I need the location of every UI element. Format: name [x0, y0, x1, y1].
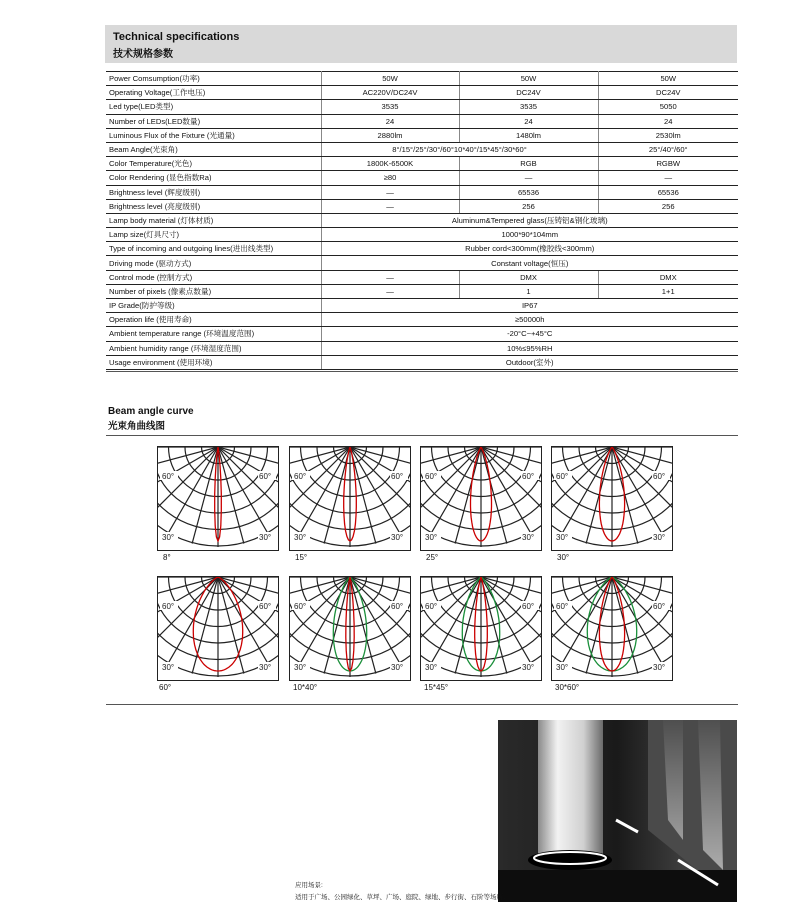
polar-angle-label: 60°: [653, 602, 666, 611]
spec-value: 1: [459, 284, 598, 298]
spec-value: —: [321, 284, 459, 298]
spec-label: Usage environment (使用环境): [106, 355, 321, 369]
polar-angle-label: 30°: [391, 663, 404, 672]
polar-plot: [290, 447, 410, 550]
spec-value: 50W: [321, 72, 459, 86]
spec-label: Ambient humidity range (环境湿度范围): [106, 341, 321, 355]
beam-curve-label: 10*40°: [293, 683, 318, 692]
spec-value: 3535: [459, 100, 598, 114]
spec-row: [106, 114, 738, 128]
spec-value: 256: [598, 199, 738, 213]
spec-value: —: [598, 171, 738, 185]
polar-angle-label: 30°: [294, 663, 307, 672]
spec-title-cn: 技术规格参数: [113, 49, 173, 60]
spec-label: Led type(LED类型): [106, 100, 321, 114]
spec-value: Outdoor(室外): [321, 355, 738, 369]
spec-value: —: [321, 270, 459, 284]
polar-angle-label: 30°: [653, 533, 666, 542]
caption-text: 适用于广场、公园绿化、草坪、广场、庭院、绿地、步行街、石阶等场所。: [295, 894, 510, 901]
spec-row: [106, 284, 738, 298]
bottom-divider: [106, 704, 738, 705]
spec-value: 2530lm: [598, 128, 738, 142]
beam-curve-label: 15*45°: [424, 683, 449, 692]
caption-heading: 应用场景:: [295, 882, 323, 889]
spec-label: Luminous Flux of the Fixture (光通量): [106, 128, 321, 142]
spec-table: [106, 71, 738, 370]
spec-value: 24: [321, 114, 459, 128]
beam-curve-chart: [551, 576, 673, 681]
polar-angle-label: 60°: [653, 472, 666, 481]
spec-value: Constant voltage(恒压): [321, 256, 738, 270]
polar-angle-label: 60°: [294, 602, 307, 611]
polar-angle-label: 30°: [556, 663, 569, 672]
spec-label: Lamp size(灯具尺寸): [106, 228, 321, 242]
spec-label: Operation life (使用寿命): [106, 313, 321, 327]
polar-angle-label: 60°: [556, 602, 569, 611]
spec-title-en: Technical specifications: [113, 31, 240, 43]
polar-angle-label: 30°: [162, 533, 175, 542]
spec-row: [106, 242, 738, 256]
spec-row: [106, 341, 738, 355]
spec-label: Driving mode (驱动方式): [106, 256, 321, 270]
polar-angle-label: 30°: [259, 533, 272, 542]
polar-plot: [290, 577, 410, 680]
spec-row: [106, 213, 738, 227]
beam-curve-label: 15°: [295, 553, 308, 562]
spec-row: [106, 185, 738, 199]
beam-curve-chart: [420, 446, 542, 551]
spec-value: Aluminum&Tempered glass(压铸铝&钢化玻璃): [321, 213, 738, 227]
spec-value: 65536: [598, 185, 738, 199]
spec-value: 1480lm: [459, 128, 598, 142]
polar-plot: [421, 577, 541, 680]
polar-angle-label: 60°: [162, 602, 175, 611]
spec-value: AC220V/DC24V: [321, 86, 459, 100]
polar-angle-label: 60°: [391, 472, 404, 481]
beam-curve-chart: [289, 576, 411, 681]
polar-angle-label: 30°: [391, 533, 404, 542]
spec-value: -20°C~+45°C: [321, 327, 738, 341]
spec-header: [105, 25, 737, 63]
polar-angle-label: 60°: [425, 602, 438, 611]
beam-curve-chart: [157, 576, 279, 681]
spec-value: 50W: [598, 72, 738, 86]
spec-row: [106, 86, 738, 100]
polar-angle-label: 60°: [294, 472, 307, 481]
polar-angle-label: 60°: [556, 472, 569, 481]
polar-plot: [158, 577, 278, 680]
spec-value: ≥80: [321, 171, 459, 185]
spec-value: 50W: [459, 72, 598, 86]
spec-label: Ambient temperature range (环境温度范围): [106, 327, 321, 341]
polar-angle-label: 30°: [556, 533, 569, 542]
beam-curve-label: 30*60°: [555, 683, 580, 692]
spec-row: [106, 72, 738, 86]
spec-row: [106, 270, 738, 284]
spec-value: —: [321, 199, 459, 213]
spec-value: 24: [459, 114, 598, 128]
spec-row: [106, 327, 738, 341]
polar-plot: [158, 447, 278, 550]
spec-row: [106, 128, 738, 142]
polar-angle-label: 30°: [425, 533, 438, 542]
beam-curve-chart: [420, 576, 542, 681]
beam-curve-chart: [289, 446, 411, 551]
beam-curve-chart: [157, 446, 279, 551]
beam-curve-label: 25°: [426, 553, 439, 562]
spec-row: [106, 157, 738, 171]
spec-value: DC24V: [598, 86, 738, 100]
polar-angle-label: 30°: [653, 663, 666, 672]
polar-angle-label: 30°: [522, 663, 535, 672]
spec-label: Number of LEDs(LED数量): [106, 114, 321, 128]
polar-angle-label: 30°: [425, 663, 438, 672]
application-photo: [498, 720, 737, 902]
spec-value: 5050: [598, 100, 738, 114]
spec-value: RGBW: [598, 157, 738, 171]
spec-label: Power Comsumption(功率): [106, 72, 321, 86]
spec-value: 8°/15°/25°/30°/60°10*40°/15*45°/30*60°: [321, 142, 598, 156]
spec-value: 1000*90*104mm: [321, 228, 738, 242]
spec-label: Beam Angle(光束角): [106, 142, 321, 156]
polar-angle-label: 60°: [162, 472, 175, 481]
polar-plot: [552, 447, 672, 550]
spec-row: [106, 171, 738, 185]
beam-curve-label: 30°: [557, 553, 570, 562]
spec-value: 1+1: [598, 284, 738, 298]
spec-value: RGB: [459, 157, 598, 171]
spec-value: IP67: [321, 299, 738, 313]
polar-angle-label: 60°: [522, 602, 535, 611]
spec-value: —: [321, 185, 459, 199]
polar-angle-label: 60°: [259, 472, 272, 481]
spec-row: [106, 256, 738, 270]
polar-angle-label: 60°: [259, 602, 272, 611]
spec-row: [106, 313, 738, 327]
spec-value: 1800K-6500K: [321, 157, 459, 171]
spec-value: DC24V: [459, 86, 598, 100]
beam-title-divider: [106, 435, 738, 436]
spec-value: DMX: [459, 270, 598, 284]
spec-label: Color Rendering (显色指数Ra): [106, 171, 321, 185]
spec-label: Brightness level (亮度级别): [106, 199, 321, 213]
polar-angle-label: 30°: [522, 533, 535, 542]
spec-label: IP Grade(防护等级): [106, 299, 321, 313]
spec-label: Control mode (控制方式): [106, 270, 321, 284]
spec-label: Brightness level (辉度级别): [106, 185, 321, 199]
spec-value: DMX: [598, 270, 738, 284]
spec-row: [106, 299, 738, 313]
beam-title-en: Beam angle curve: [108, 406, 194, 417]
polar-plot: [421, 447, 541, 550]
polar-angle-label: 30°: [162, 663, 175, 672]
beam-curve-label: 60°: [159, 683, 172, 692]
spec-label: Type of incoming and outgoing lines(进出线类型): [106, 242, 321, 256]
spec-label: Number of pixels (像素点数量): [106, 284, 321, 298]
spec-label: Operating Voltage(工作电压): [106, 86, 321, 100]
polar-angle-label: 30°: [259, 663, 272, 672]
section-divider: [106, 371, 738, 372]
application-caption: [295, 880, 510, 904]
spec-row: [106, 100, 738, 114]
polar-angle-label: 60°: [522, 472, 535, 481]
spec-value: ≥50000h: [321, 313, 738, 327]
polar-plot: [552, 577, 672, 680]
polar-angle-label: 30°: [294, 533, 307, 542]
polar-angle-label: 60°: [425, 472, 438, 481]
spec-row: [106, 142, 738, 156]
spec-value: —: [459, 171, 598, 185]
spec-value: 3535: [321, 100, 459, 114]
spec-value: 10%≤95%RH: [321, 341, 738, 355]
polar-angle-label: 60°: [391, 602, 404, 611]
spec-row: [106, 228, 738, 242]
spec-value: 256: [459, 199, 598, 213]
spec-label: Lamp body material (灯体材质): [106, 213, 321, 227]
spec-value: 65536: [459, 185, 598, 199]
beam-title-cn: 光束角曲线图: [108, 421, 166, 432]
spec-value: 24: [598, 114, 738, 128]
spec-value: 2880lm: [321, 128, 459, 142]
beam-section-title: [108, 406, 194, 432]
beam-curve-chart: [551, 446, 673, 551]
spec-value: 25°/40°/60°: [598, 142, 738, 156]
spec-row: [106, 355, 738, 369]
spec-label: Color Temperature(光色): [106, 157, 321, 171]
beam-curve-label: 8°: [163, 553, 171, 562]
spec-value: Rubber cord<300mm(橡胶线<300mm): [321, 242, 738, 256]
spec-row: [106, 199, 738, 213]
